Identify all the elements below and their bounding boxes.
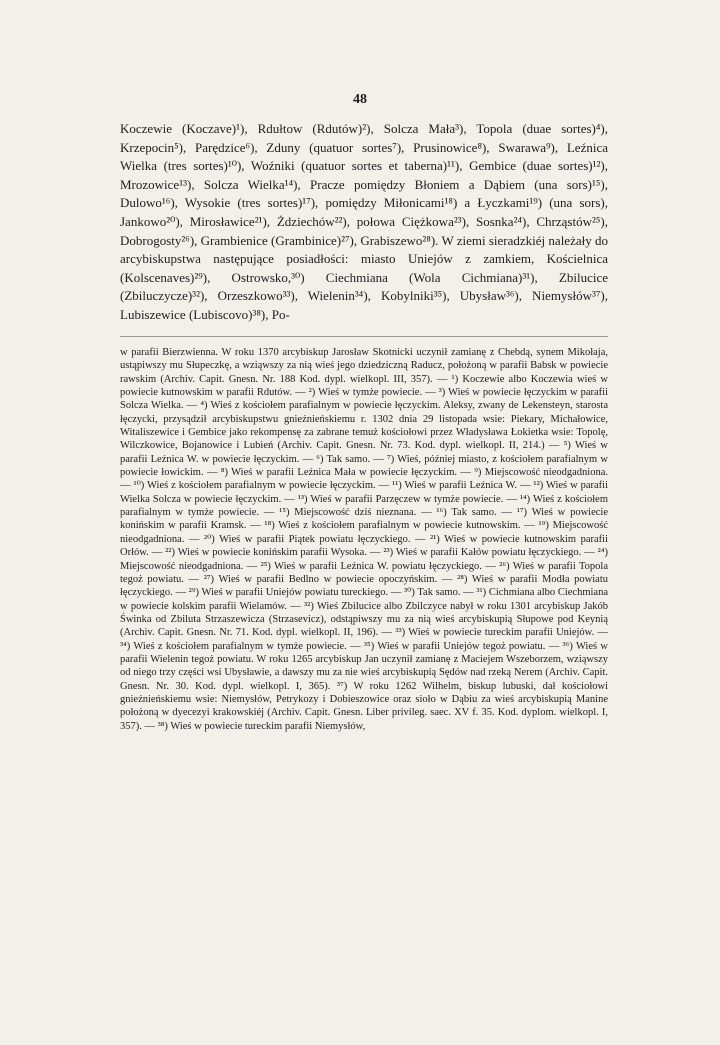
footnote-separator (120, 336, 608, 337)
footnotes: w parafii Bierzwienna. W roku 1370 arcybiskup Jarosław Skotnicki uczynił zamianę z Chebdą, synem Mikołaja, ustąpiwszy mu Słupeczkę, a wziąwszy za nią wieś jego dziedziczną Raducz, położoną w parafii Babsk w powiecie rawskim (Archiv. Capit. Gnesn. Nr. 188 Kod. dypl. wielkopl. III, 357). — ¹) Koczewie albo Koczewia wieś w powiecie kutnowskim w parafii Rdutów. — ²) Wieś w tymże powiecie. — ³) Wieś w powiecie łęczyckim w parafii Solcza Wielka. — ⁴) Wieś z kościołem parafialnym w powiecie łęczyckim. Aleksy, zwany de Lekensteyn, starosta łęczycki, przysądził arcybiskupstwu gnieźnieńskiemu r. 1302 dnia 29 listopada wsie: Piekary, Michałowice, Witaliszewice i Gembice jako rekompensę za zabrane temuż kościołowi przez Władysława Łokietka wsie: Topolę, Wilczkowice, Bojanowice i Lubień (Archiv. Capit. Gnesn. Nr. 73. Kod. dypl. wielkopl. II, 214.) — ⁵) Wieś w parafii Leźnica W. w powiecie łęczyckim. — ⁶) Tak samo. — ⁷) Wieś, później miasto, z kościołem parafialnym w powiecie łowickim. — ⁸) Wieś w parafii Leźnica Mała w powiecie łęczyckim. — ⁹) Miejscowość nieodgadniona. — ¹⁰) Wieś z kościołem parafialnym w powiecie łęczyckim. — ¹¹) Wieś w parafii Leźnica W. — ¹²) Wieś w parafii Wielka Solcza w powiecie łęczyckim. — ¹³) Wieś w parafii Parzęczew w tymże powiecie. — ¹⁴) Wieś z kościołem parafialnym w tymże powiecie. — ¹⁵) Miejscowość dziś nieznana. — ¹⁶) Tak samo. — ¹⁷) Wieś w powiecie konińskim w parafii Kramsk. — ¹⁸) Wieś z kościołem parafialnym w powiecie kutnowskim. — ¹⁹) Miejscowość nieodgadniona. — ²⁰) Wieś w parafii Piątek powiatu łęczyckiego. — ²¹) Wieś w powiecie kutnowskim parafii Orłów. — ²²) Wieś w powiecie konińskim parafii Wysoka. — ²³) Wieś w parafii Kałów powiatu łęczyckiego. — ²⁴) Miejscowość nieodgadniona. — ²⁵) Wieś w parafii Leźnica W. powiatu łęczyckiego. — ²⁶) Wieś w parafii Topola tegoż powiatu. — ²⁷) Wieś w parafii Bedlno w powiecie opoczyńskim. — ²⁸) Wieś w parafii Modła powiatu łęczyckiego. — ²⁹) Wieś w parafii Uniejów powiatu tureckiego. — ³⁰) Tak samo. — ³¹) Cichmiana albo Ciechmiana w powiecie kolskim parafii Wielamów. — ³²) Wieś Zbilucice albo Zbilczyce nabył w roku 1301 arcybiskup Jakób Świnka od Zbiluta Strzaszewicza (Strzasevicz), odstąpiwszy mu za nią wieś arcybiskupią Słupowe pod Keynią (Archiv. Capit. Gnesn. Nr. 71. Kod. dypl. wielkopl. II, 196). — ³³) Wieś w powiecie tureckim parafii Uniejów. — ³⁴) Wieś z kościołem parafialnym w tymże powiecie. — ³⁵) Wieś w parafii Uniejów tegoż powiatu. — ³⁶) Wieś w parafii Wielenin tegoż powiatu. W roku 1265 arcybiskup Jan uczynił zamianę z Maciejem Wszeborzem, wziąwszy od niego trzy części wsi Ubysławie, a dawszy mu za nie wieś arcybiskupią Sędów nad rzeką Nerem (Archiv. Capit. Gnesn. Nr. 30. Kod. dypl. wielkopl. I, 365). ³⁷) W roku 1262 Wilhelm, biskup lubuski, dał kościołowi gnieźnieńskiemu wsie: Niemysłów, Petrykozy i Dobieszowice oraz sioło w Dąbiu za wieś arcybiskupią Manine położoną w dyecezyi krakowskiéj (Archiv. Capit. Gnesn. Liber privileg. saec. XV f. 35. Kod. dyplom. wielkopl. I, 357). — ³⁸) Wieś w powiecie tureckim parafii Niemysłów, (120, 347, 608, 732)
main-text: Koczewie (Koczave)¹), Rdułtow (Rdutów)²), Solcza Mała³), Topola (duae sortes)⁴), Krzepocin⁵), Parędzice⁶), Zduny (quatuor sortes⁷), Prusinowice⁸), Swarawa⁹), Leźnica Wielka (tres sortes)¹⁰), Woźniki (quatuor sortes et taberna)¹¹), Gembice (duae sortes)¹²), Mrozowice¹³), Solcza Wielka¹⁴), Pracze pomiędzy Błoniem a Dąbiem (una sors)¹⁵), Dulowo¹⁶), Wysokie (tres sortes)¹⁷), pomiędzy Miłonicami¹⁸) a Łyczkami¹⁹) (una sors), Jankowo²⁰), Mirosławice²¹), Żdziechów²²), połowa Ciężkowa²³), Sosnka²⁴), Chrząstów²⁵), Dobrogosty²⁶), Grambienice (Grambinice)²⁷), Grabiszewo²⁸). W ziemi sieradzkiéj należały do arcybiskupstwa następujące posiadłości: miasto Uniejów z zamkiem, Kościelnica (Kolscenaves)²⁹), Ostrowsko,³⁰) Ciechmiana (Wola Cichmiana)³¹), Zbilucice (Zbiluczycze)³²), Orzeszkowo³³), Wielenin³⁴), Kobylniki³⁵), Ubysław³⁶), Niemysłów³⁷), Lubiszewice (Lubiscovo)³⁸), Po- (120, 121, 608, 322)
page-number: 48 (353, 92, 367, 107)
